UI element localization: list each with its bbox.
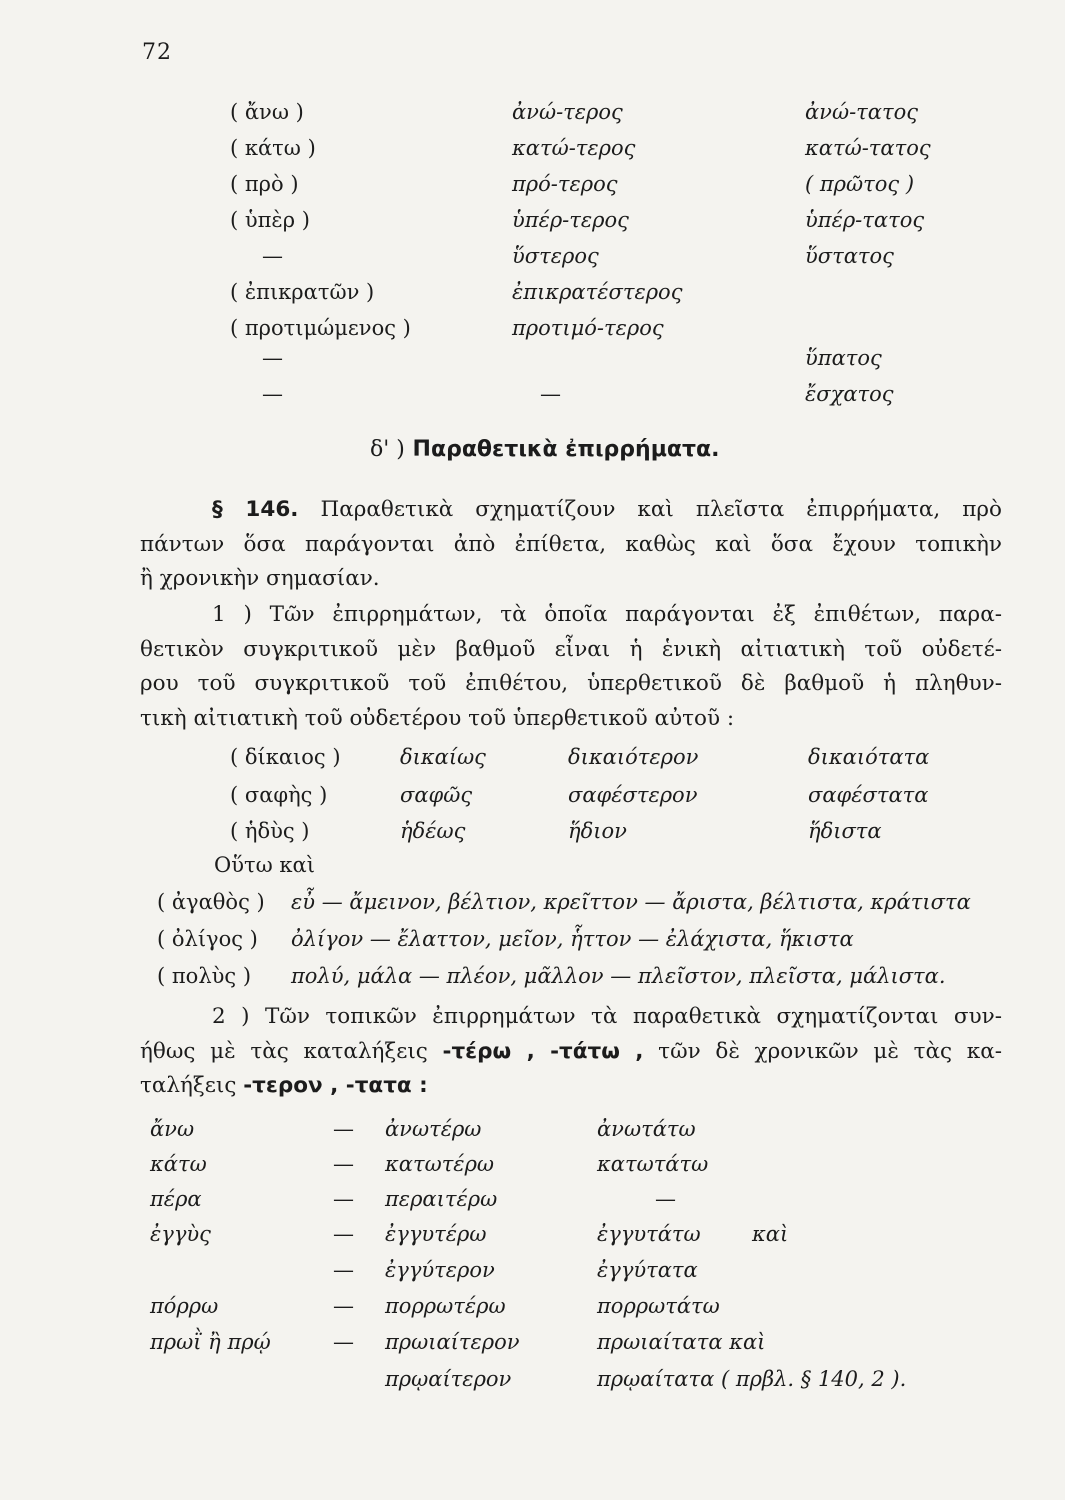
comparative-form: προτιμό-τερος <box>512 316 664 340</box>
also-label: Οὕτω καὶ <box>214 853 315 877</box>
extra-word: καὶ <box>752 1222 789 1246</box>
paragraph-line: ἢ χρονικὴν σημασίαν. <box>140 566 380 591</box>
adjective: ( ἡδὺς ) <box>230 819 310 843</box>
base-form: κάτω <box>150 1152 207 1176</box>
base-form: ( πρὸ ) <box>230 172 299 196</box>
base-form: ἐγγὺς <box>150 1222 211 1246</box>
base-form: — <box>262 382 283 406</box>
base-form: πέρα <box>150 1187 202 1211</box>
paragraph-line: τικὴ αἰτιατικὴ τοῦ οὐδετέρου τοῦ ὑπερθετικοῦ αὐτοῦ : <box>140 705 735 731</box>
base-form: ( ὀλίγος ) <box>157 927 258 951</box>
base-form: ( κάτω ) <box>230 136 316 160</box>
comparative-form: περαιτέρω <box>385 1187 498 1211</box>
section-heading <box>370 437 720 462</box>
comparative-form: ἀνώ-τερος <box>512 100 623 124</box>
table-row <box>157 927 1007 961</box>
paragraph-line: ρου τοῦ συγκριτικοῦ τοῦ ἐπιθέτου, ὑπερθετικοῦ δὲ βαθμοῦ ἡ πληθυν- <box>140 671 1002 696</box>
adjective: ( δίκαιος ) <box>230 745 341 769</box>
base-form: — <box>262 346 283 370</box>
paragraph-line: § 146. Παραθετικὰ σχηματίζουν καὶ πλεῖστα ἐπιρρήματα, πρὸ <box>212 497 1002 522</box>
adverb: ἡδέως <box>400 819 466 843</box>
superlative-form: ἐγγύτατα <box>597 1258 698 1282</box>
table-row <box>157 964 1007 998</box>
comparative-form: πρό-τερος <box>512 172 618 196</box>
dash: — <box>333 1117 354 1141</box>
paragraph-line: 1 ) Τῶν ἐπιρρημάτων, τὰ ὁποῖα παράγονται ἐξ ἐπιθέτων, παρα- <box>212 602 1002 627</box>
page-number: 72 <box>142 40 172 65</box>
superlative-form: κατωτάτω <box>597 1152 709 1176</box>
base-form: πρωῒ ἢ πρῴ <box>150 1330 271 1354</box>
adverb: δικαίως <box>400 745 486 769</box>
ending-bold: -τερον , -τατα : <box>243 1073 428 1098</box>
paragraph-line: ταλήξεις -τερον , -τατα : <box>140 1073 428 1098</box>
base-form: ( ὑπὲρ ) <box>230 208 310 232</box>
comparative-form: κατώ-τερος <box>512 136 636 160</box>
base-form: ἄνω <box>150 1117 195 1141</box>
adverb: σαφῶς <box>400 783 473 807</box>
comparative-form: — <box>540 382 561 406</box>
comparative-form: δικαιότερον <box>568 745 699 769</box>
paragraph-1 <box>140 598 1002 736</box>
comparative-form: πρωιαίτερον <box>385 1330 520 1354</box>
adjective: ( σαφὴς ) <box>230 783 328 807</box>
comparative-form: πορρωτέρω <box>385 1294 506 1318</box>
dash: — <box>333 1222 354 1246</box>
base-form: ( ἄνω ) <box>230 100 304 124</box>
comparative-form: ὑπέρ-τερος <box>512 208 629 232</box>
superlative-form: κατώ-τατος <box>805 136 931 160</box>
paragraph-2 <box>140 1000 1002 1104</box>
irregular-forms: πολύ, μάλα — πλέον, μᾶλλον — πλεῖστον, πλεῖστα, μάλιστα. <box>291 964 946 988</box>
superlative-form: ὕστατος <box>805 244 894 268</box>
ending-bold: -τέρω , -τάτω , <box>442 1038 644 1064</box>
base-form: ( ἐπικρατῶν ) <box>230 280 375 304</box>
base-form: — <box>262 244 283 268</box>
dash: — <box>333 1330 354 1354</box>
comparative-form: ἐγγύτερον <box>385 1258 495 1282</box>
superlative-form: πρωιαίτατα καὶ <box>597 1330 766 1354</box>
superlative-form: ἀνώ-τατος <box>805 100 918 124</box>
dash: — <box>333 1152 354 1176</box>
paragraph-146 <box>140 493 1002 597</box>
superlative-form: ἐγγυτάτω <box>597 1222 701 1246</box>
superlative-form: σαφέστατα <box>808 783 929 807</box>
superlative-form: ( πρῶτος ) <box>805 172 915 196</box>
comparative-form: ὕστερος <box>512 244 599 268</box>
comparative-form: ἀνωτέρω <box>385 1117 482 1141</box>
base-form: ( πολὺς ) <box>157 964 252 988</box>
base-form: ( ἀγαθὸς ) <box>157 890 265 914</box>
paragraph-line: 2 ) Τῶν τοπικῶν ἐπιρρημάτων τὰ παραθετικὰ σχηματίζονται συν- <box>212 1004 1002 1029</box>
irregular-forms: ὀλίγον — ἔλαττον, μεῖον, ἧττον — ἐλάχιστα, ἥκιστα <box>291 927 854 951</box>
section-heading-title: Παραθετικὰ ἐπιρρήματα. <box>412 437 720 462</box>
table-row <box>157 890 1007 924</box>
irregular-forms: εὖ — ἄμεινον, βέλτιον, κρεῖττον — ἄριστα, βέλτιστα, κράτιστα <box>291 890 971 914</box>
superlative-form: πρῳαίτατα ( πρβλ. § 140, 2 ). <box>597 1367 907 1391</box>
comparative-form: ἐγγυτέρω <box>385 1222 487 1246</box>
comparative-form: πρῳαίτερον <box>385 1367 512 1391</box>
comparative-form: κατωτέρω <box>385 1152 495 1176</box>
superlative-form: ἀνωτάτω <box>597 1117 696 1141</box>
base-form: ( προτιμώμενος ) <box>230 316 411 340</box>
superlative-form: — <box>655 1187 676 1211</box>
superlative-form: ὑπέρ-τατος <box>805 208 925 232</box>
dash: — <box>333 1258 354 1282</box>
paragraph-line: ήθως μὲ τὰς καταλήξεις -τέρω , -τάτω , τῶν δὲ χρονικῶν μὲ τὰς κα- <box>140 1038 1002 1064</box>
section-mark: § 146. <box>212 497 299 522</box>
superlative-form: ἥδιστα <box>808 819 882 843</box>
superlative-form: δικαιότατα <box>808 745 930 769</box>
comparative-form: ἥδιον <box>568 819 627 843</box>
superlative-form: ὕπατος <box>805 346 882 370</box>
base-form: πόρρω <box>150 1294 219 1318</box>
dash: — <box>333 1187 354 1211</box>
section-heading-lead: δ' ) <box>370 437 405 462</box>
comparative-form: σαφέστερον <box>568 783 698 807</box>
paragraph-line: πάντων ὅσα παράγονται ἀπὸ ἐπίθετα, καθὼς καὶ ὅσα ἔχουν τοπικὴν <box>140 531 1002 557</box>
superlative-form: ἔσχατος <box>805 382 894 406</box>
superlative-form: πορρωτάτω <box>597 1294 720 1318</box>
comparative-form: ἐπικρατέστερος <box>512 280 683 304</box>
dash: — <box>333 1294 354 1318</box>
paragraph-line: θετικὸν συγκριτικοῦ μὲν βαθμοῦ εἶναι ἡ ἑνικὴ αἰτιατικὴ τοῦ οὐδετέ- <box>140 636 1002 662</box>
